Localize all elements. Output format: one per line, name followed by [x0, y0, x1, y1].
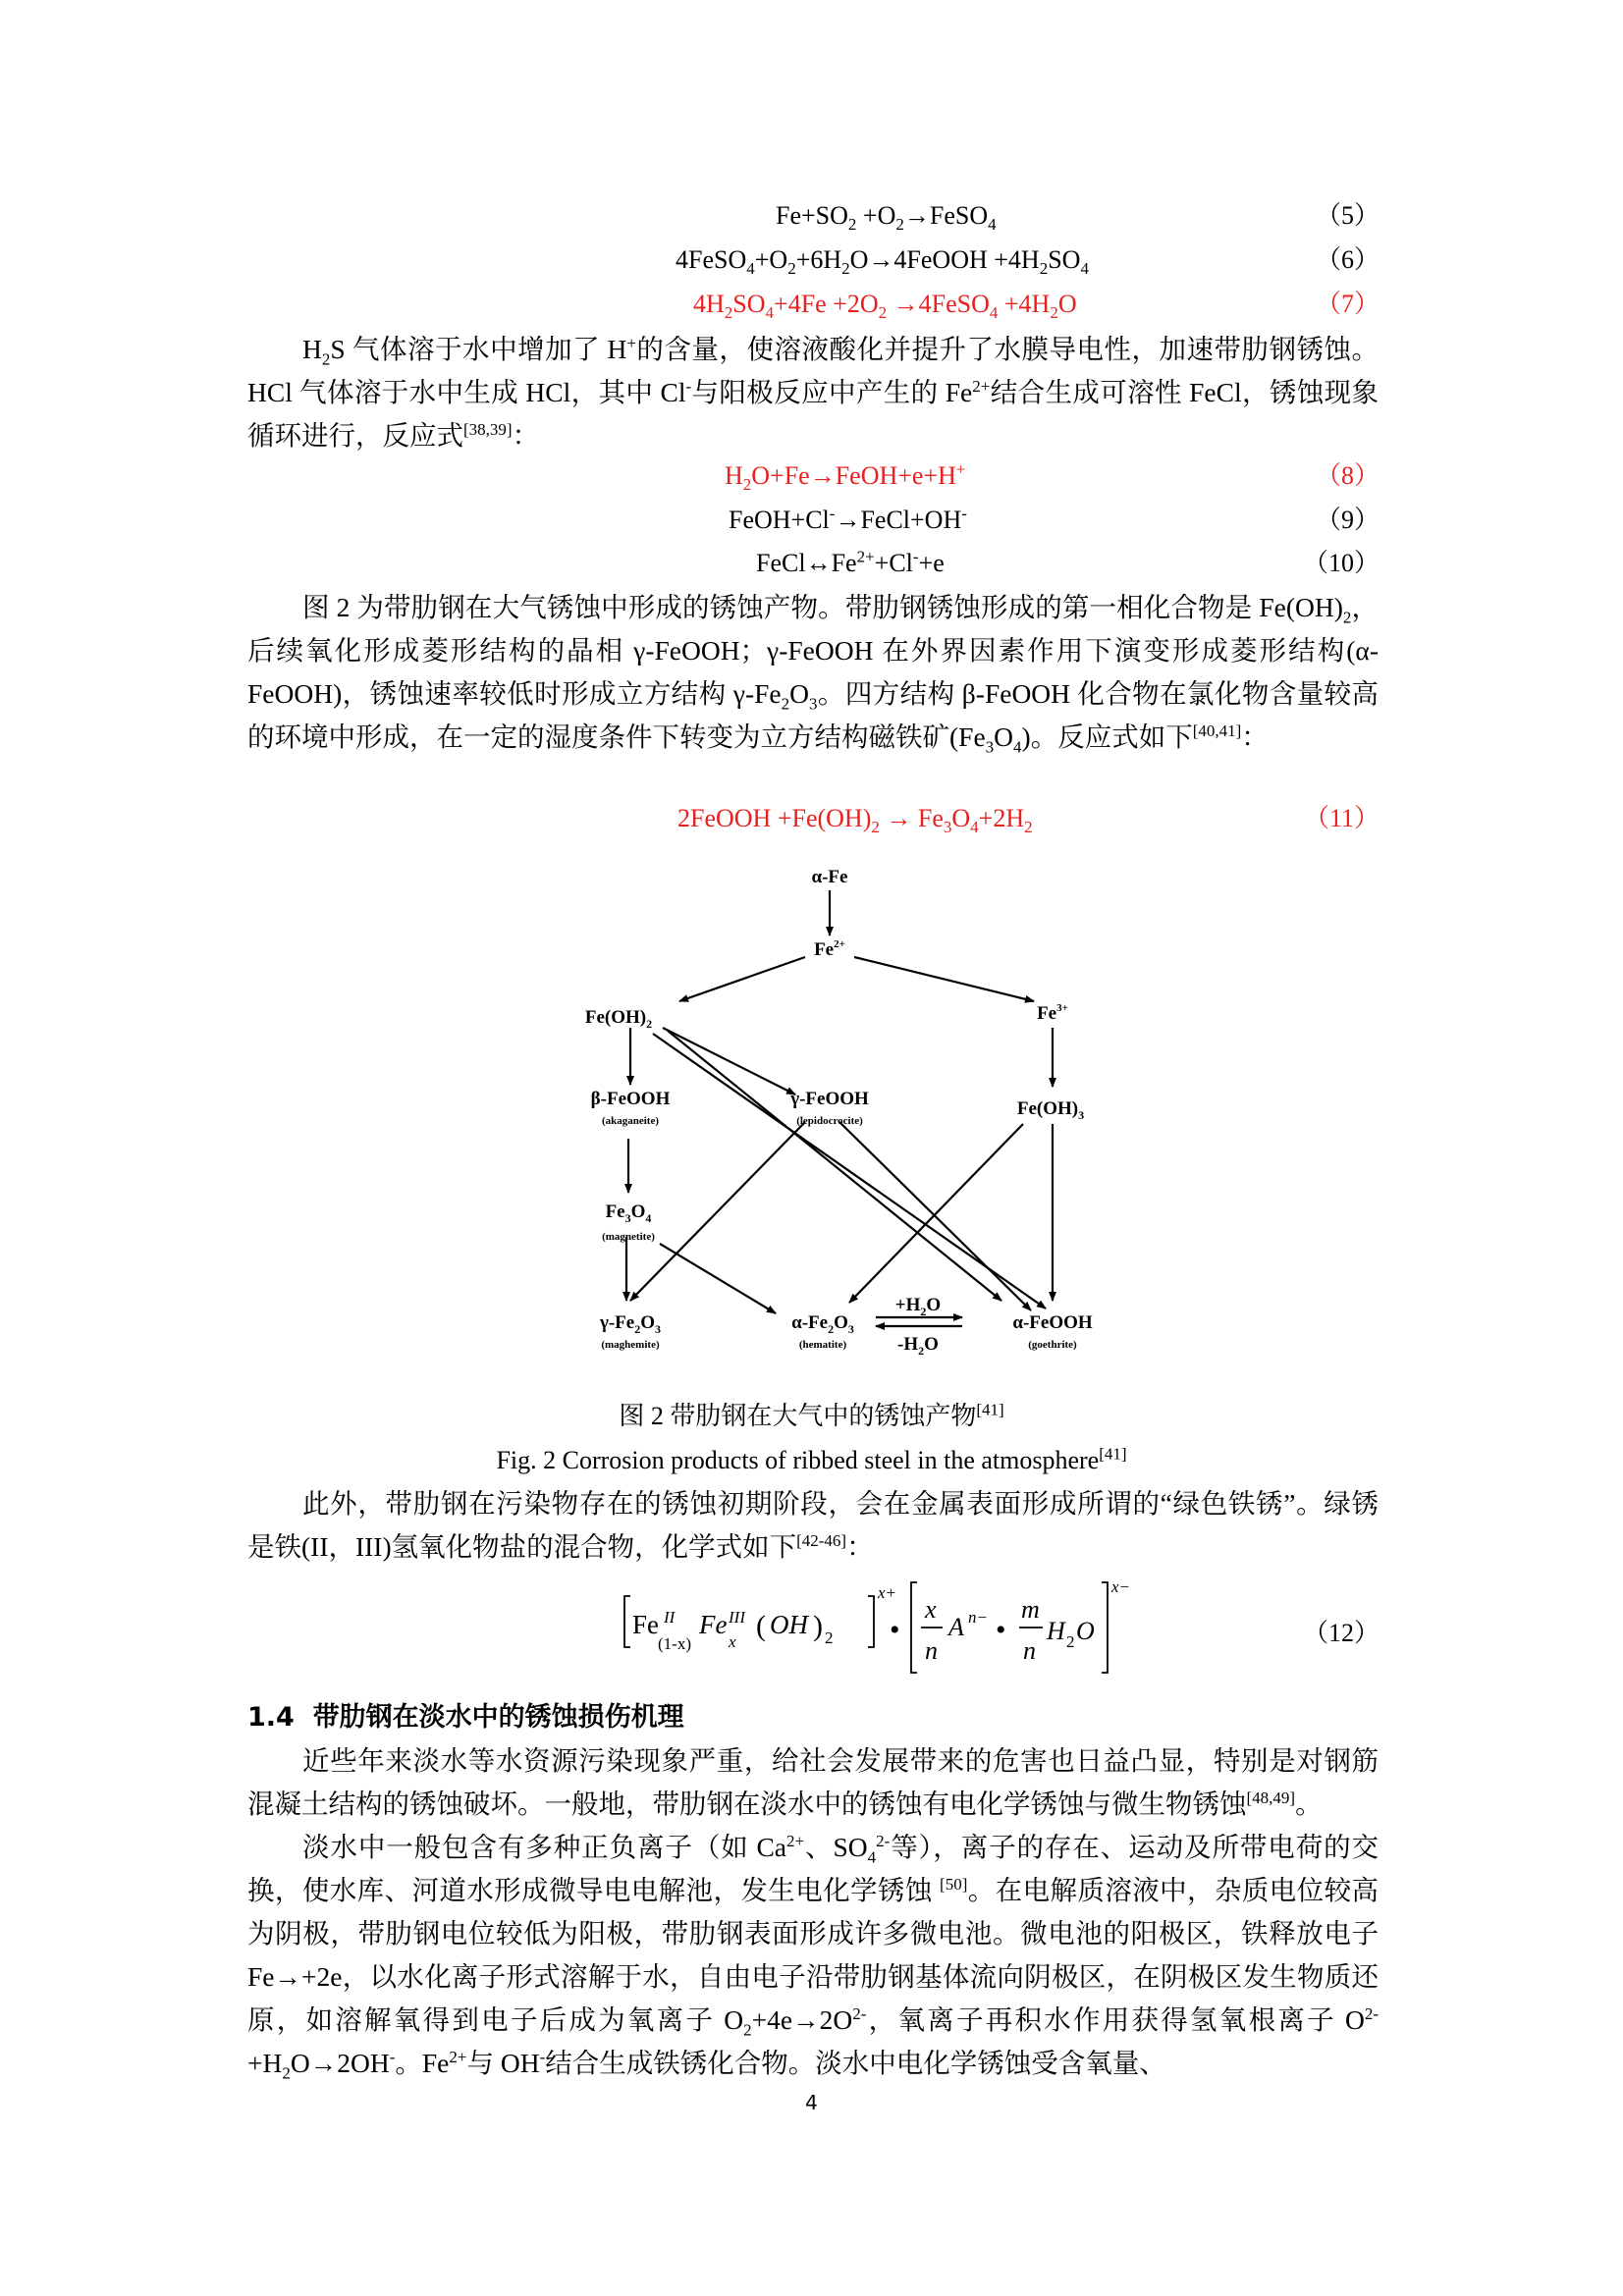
- svg-text:n: n: [1023, 1636, 1036, 1665]
- node-fe2: $Fe^{2+}$: [814, 938, 845, 960]
- paragraph-green-rust: 此外，带肋钢在污染物存在的锈蚀初期阶段，会在金属表面形成所谓的“绿色铁锈”。绿锈是铁(II，III)氢氧化物盐的混合物，化学式如下[42-46]：: [247, 1488, 1379, 1562]
- arrow-gammafeooh-gammafe2o3: [630, 1122, 805, 1301]
- arrow-feoh2-gammafe2o3: [668, 1031, 1001, 1301]
- corrosion-products-diagram: [569, 859, 1119, 1374]
- node-fe3o4-mineral: (magnetite): [602, 1231, 655, 1243]
- svg-text:n−: n−: [968, 1608, 988, 1627]
- arrow-feoh2-gammafeooh: [663, 1028, 795, 1095]
- equation-7: $4H_2SO_4+4Fe +2O_2$ →4FeSO$_4$ $+4H_2O$: [693, 290, 1077, 323]
- equation-number: （9）: [1315, 506, 1380, 534]
- label-plus-h2o: $+H_2O$: [894, 1295, 942, 1318]
- arrow-fe2-feoh2: [679, 957, 805, 1001]
- equation-number: （12）: [1302, 1619, 1380, 1647]
- equation-number: （7）: [1315, 290, 1380, 318]
- node-beta-feooh-mineral: (akaganeite): [601, 1115, 660, 1127]
- node-alpha-fe2o3-mineral: (hematite): [798, 1339, 847, 1351]
- node-fe-oh3: $Fe(OH)_3$: [1016, 1098, 1085, 1122]
- paragraph-electrochemical: 淡水中一般包含有多种正负离子（如 $Ca^{2+}$、$SO_4^{2-}$等），离子的存在、运动及所带电荷的交换，使水库、河道水形成微导电电解池，发生电化学锈蚀 [50]。在电解质溶液中，杂质电位较高为阴极，带肋钢电位较低为阳极，带肋钢表面形成许多微电池。微电池的阳极区，铁释放电子 Fe→+2e，以水化离子形式溶解于水，自由电子沿带肋钢基体流向阴极区，在阴极区发生物质还原，如溶解氧得到电子后成为氧离子 $O_2+4e\to 2O^{2-}$，氧离子再积水作用获得氢氧根离子 $O^{2-}+H_2O\to 2OH^-$。$Fe^{2+}$与 OH-结合生成铁锈化合物。淡水中电化学锈蚀受含氧量、: [247, 1831, 1380, 2083]
- svg-text:(1-x): (1-x): [658, 1634, 691, 1653]
- svg-text:O: O: [1076, 1617, 1095, 1645]
- equation-8: $H_2O+Fe\to FeOH+e+H^+$: [725, 459, 966, 495]
- svg-text:x+: x+: [878, 1583, 897, 1602]
- arrow-fe3o4-alphafe2o3: [660, 1244, 776, 1313]
- node-alpha-fe2o3: $\alpha-Fe_2O_3$: [791, 1312, 854, 1336]
- svg-text:m: m: [1021, 1595, 1040, 1624]
- equation-11: 2FeOOH $+Fe(OH)_2 \to Fe_3O_4+2H_2$: [677, 804, 1033, 837]
- node-alpha-fe: α-Fe: [811, 867, 848, 887]
- equation-10: $FeCl\leftrightarrow Fe^{2+}+Cl^-+e$: [756, 547, 945, 577]
- node-gamma-feooh-mineral: (lepidocrocite): [796, 1115, 863, 1127]
- node-fe3: $Fe^{3+}$: [1037, 1002, 1068, 1024]
- equation-number: （11）: [1303, 804, 1380, 832]
- section-heading: 1.4 带肋钢在淡水中的锈蚀损伤机理: [247, 1702, 684, 1733]
- figure-caption-en: Fig. 2 Corrosion products of ribbed steel in the atmosphere[41]: [496, 1444, 1127, 1474]
- svg-text:A: A: [948, 1613, 964, 1641]
- svg-text:x−: x−: [1111, 1578, 1131, 1596]
- svg-text:2: 2: [825, 1629, 834, 1647]
- paragraph-figure-description: 图 2 为带肋钢在大气锈蚀中形成的锈蚀产物。带肋钢锈蚀形成的第一相化合物是 $Fe(OH)_2$，后续氧化形成菱形结构的晶相 γ-FeOOH；γ-FeOOH 在外界因素作用下演变形成菱形结构(α-FeOOH)，锈蚀速率较低时形成立方结构 $\gamma-Fe_2O_3$。四方结构 β-FeOOH 化合物在氯化物含量较高的环境中形成，在一定的湿度条件下转变为立方结构磁铁矿$(Fe_3O_4)$。反应式如下[40,41]：: [247, 592, 1380, 757]
- equation-number: （10）: [1302, 549, 1380, 577]
- equation-number: （6）: [1315, 245, 1380, 274]
- svg-text:): ): [813, 1610, 823, 1642]
- paragraph-freshwater-intro: 近些年来淡水等水资源污染现象严重，给社会发展带来的危害也日益凸显，特别是对钢筋混凝土结构的锈蚀破坏。一般地，带肋钢在淡水中的锈蚀有电化学锈蚀与微生物锈蚀[48,49]。: [247, 1745, 1379, 1819]
- svg-text:Fe: Fe: [699, 1610, 728, 1639]
- node-alpha-feooh: α-FeOOH: [1012, 1312, 1093, 1333]
- svg-text:•: •: [996, 1614, 1006, 1646]
- node-gamma-fe2o3: $\gamma-Fe_2O_3$: [599, 1312, 662, 1336]
- svg-text:•: •: [890, 1614, 900, 1646]
- svg-text:H: H: [1047, 1617, 1065, 1645]
- svg-text:n: n: [925, 1636, 938, 1665]
- page-number: 4: [805, 2091, 818, 2114]
- equation-12: [619, 1578, 1149, 1686]
- equation-number: （8）: [1315, 461, 1380, 490]
- equation-5: $Fe+SO_2$ $+O_2\to FeSO_4$: [776, 201, 997, 235]
- node-fe-oh2: $Fe(OH)_2$: [584, 1007, 653, 1031]
- equation-number: （5）: [1315, 201, 1380, 230]
- equation-9: FeOH+Cl-→FeCl+OH-: [729, 504, 967, 534]
- svg-text:Fe: Fe: [632, 1610, 659, 1639]
- equation-6: $4FeSO_4+O_2+6H_2O\to 4FeOOH +4H_2SO_4$: [676, 245, 1089, 279]
- node-alpha-feooh-mineral: (goethrite): [1028, 1339, 1077, 1351]
- svg-text:x: x: [729, 1632, 736, 1651]
- arrow-fe2-fe3: [854, 957, 1034, 1001]
- svg-text:II: II: [664, 1608, 676, 1627]
- svg-text:2: 2: [1066, 1632, 1075, 1651]
- svg-text:x: x: [925, 1595, 937, 1624]
- node-gamma-fe2o3-mineral: (maghemite): [601, 1339, 660, 1351]
- paragraph-acid-gas: $H_2S$ 气体溶于水中增加了 H+的含量，使溶液酸化并提升了水膜导电性，加速带肋钢锈蚀。HCl 气体溶于水中生成 HCl，其中 Cl-与阳极反应中产生的 $Fe^{2+}$结合生成可溶性 FeCl，锈蚀现象循环进行，反应式[38,39]：: [247, 333, 1380, 451]
- svg-text:III: III: [729, 1608, 745, 1627]
- node-beta-feooh: β-FeOOH: [590, 1089, 671, 1109]
- label-minus-h2o: $-H_2O$: [897, 1334, 939, 1358]
- svg-text:OH: OH: [770, 1610, 808, 1639]
- node-gamma-feooh: γ-FeOOH: [790, 1089, 869, 1109]
- figure-caption-cn: 图 2 带肋钢在大气中的锈蚀产物[41]: [619, 1400, 1004, 1430]
- node-fe3o4: $Fe_3O_4$: [605, 1201, 652, 1225]
- svg-text:(: (: [756, 1610, 766, 1642]
